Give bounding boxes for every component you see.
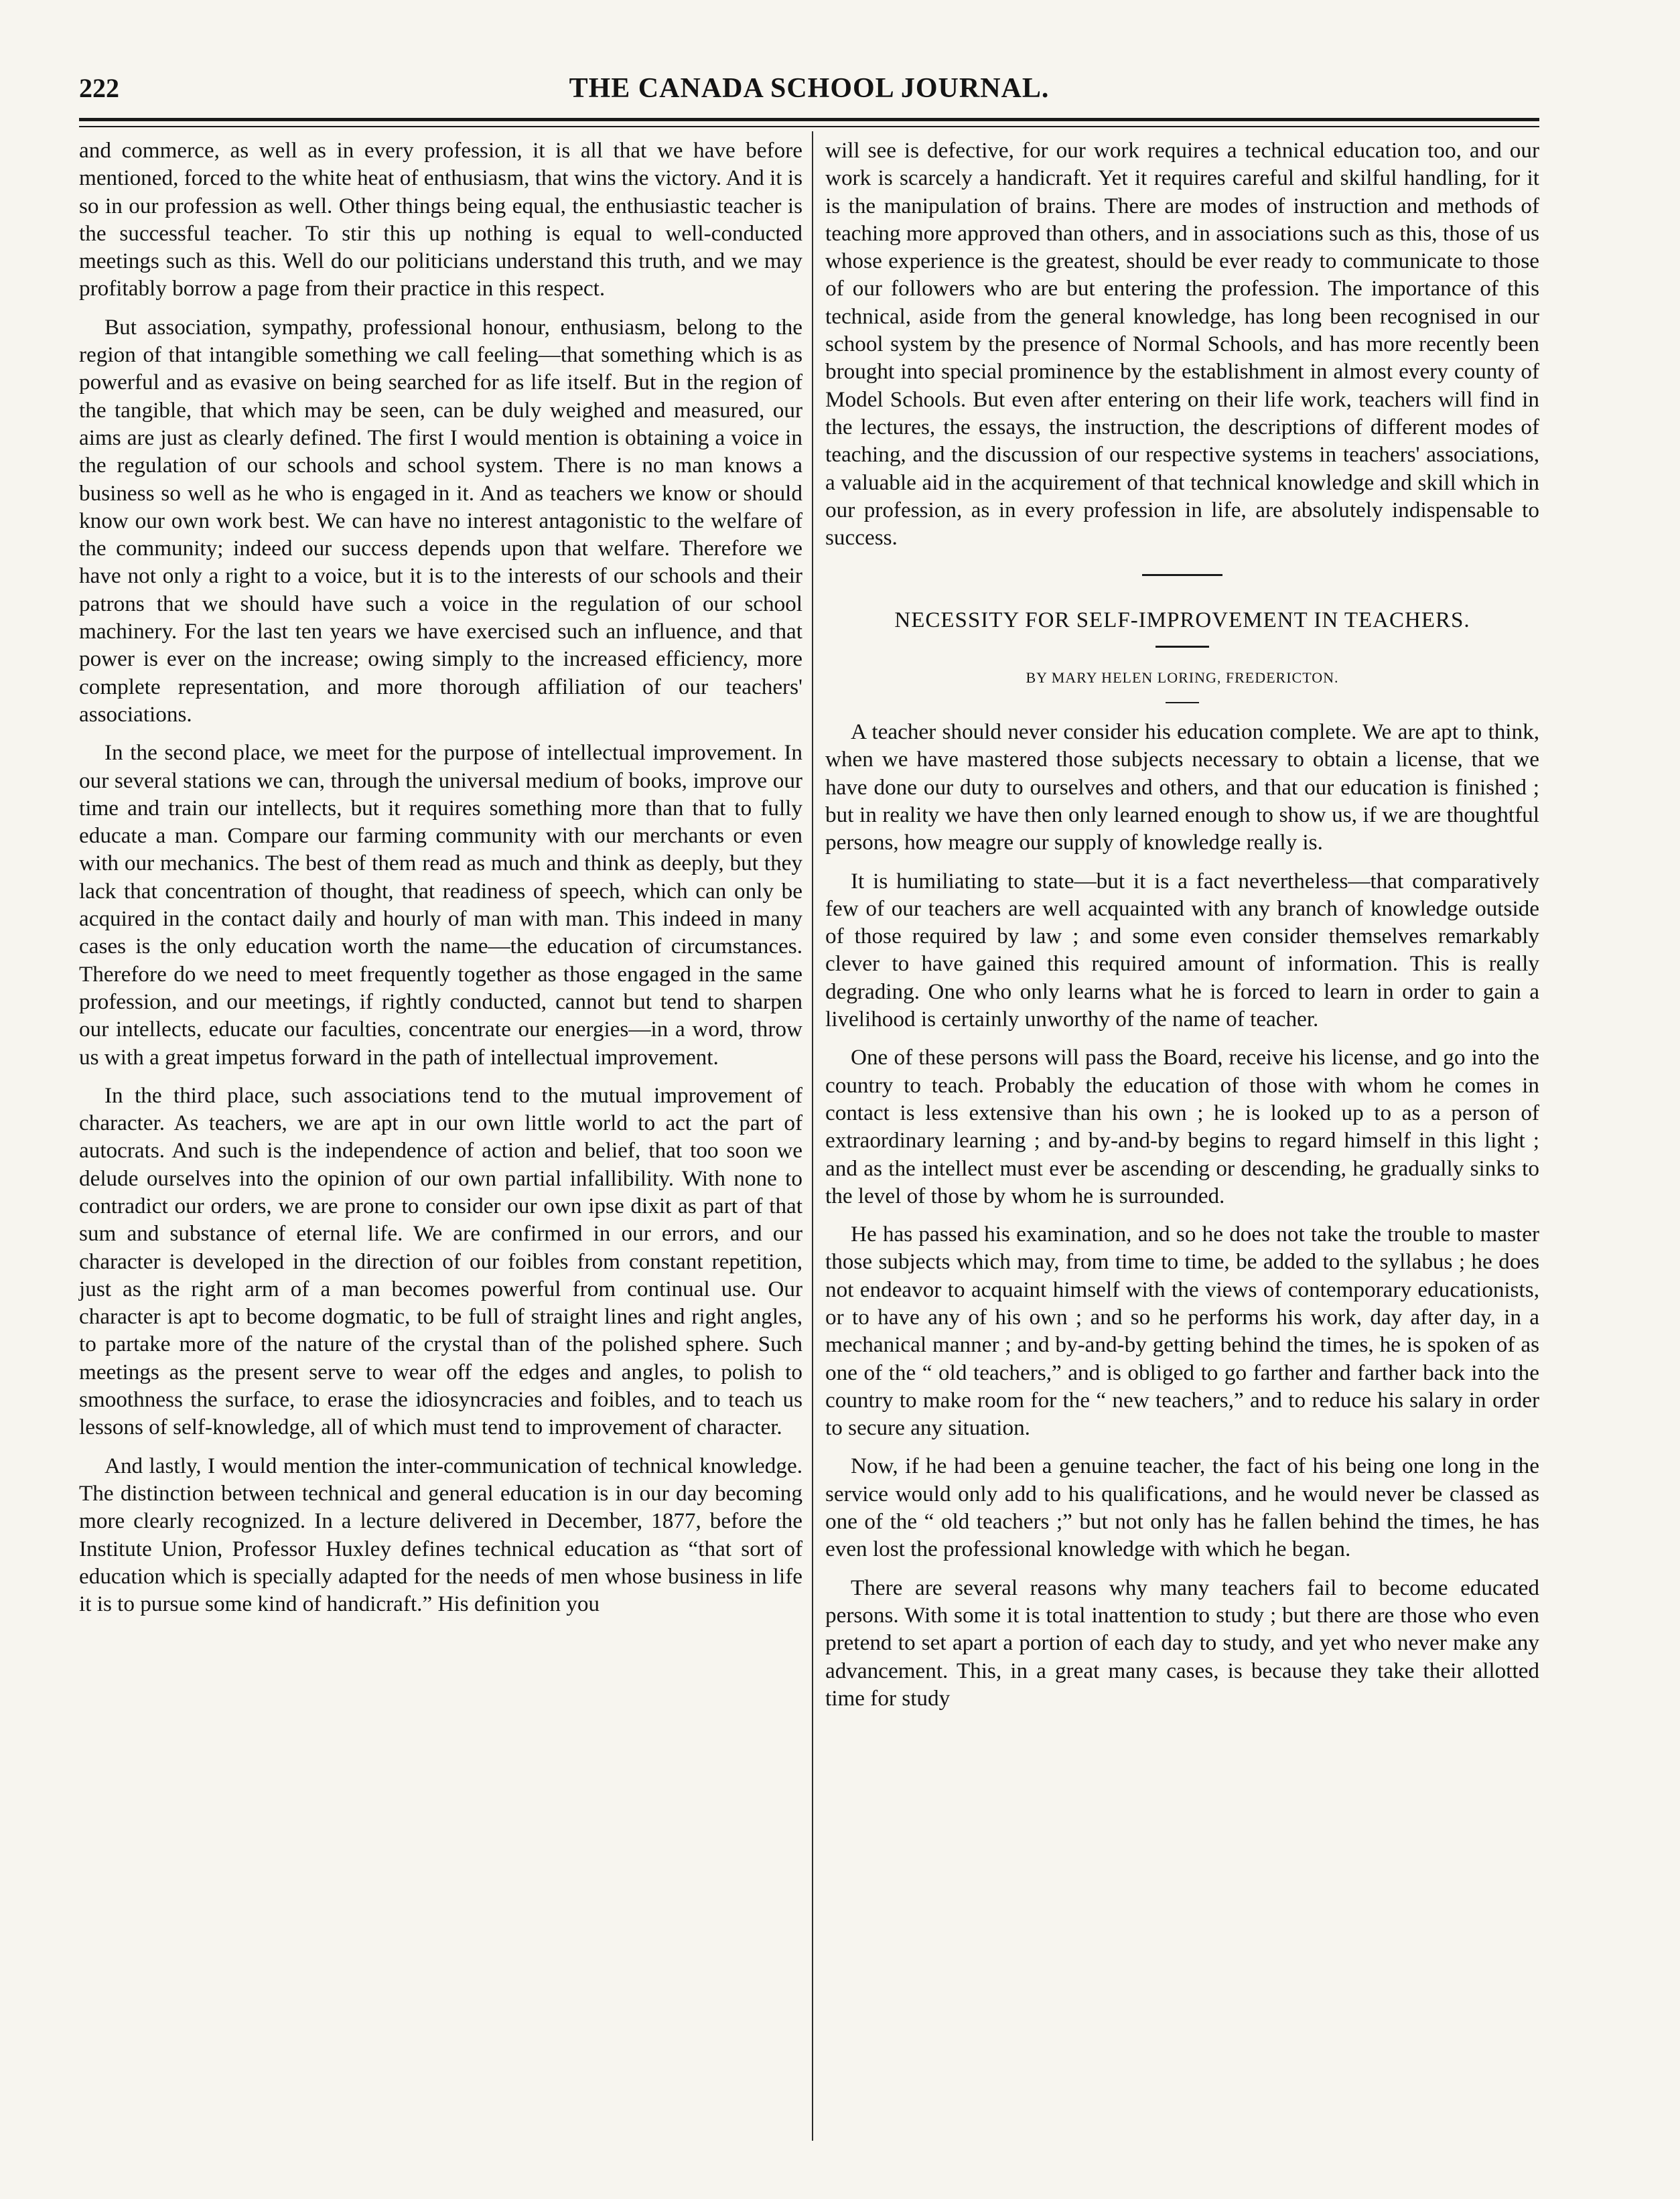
byline-divider — [1166, 702, 1199, 703]
article-byline: BY MARY HELEN LORING, FREDERICTON. — [1026, 668, 1339, 686]
header-rule — [79, 118, 1539, 121]
paragraph: In the second place, we meet for the purpose of intellectual improvement. In our several stations we can, through the universal medium of books, improve our time and train our intellects, but it requires something more than that to fully educate a man. Compare our farming community with our merchants or even with our mechanics. The best of them read as much and think as deeply, but they lack that concentration of thought, that readiness of speech, which can only be acquired in the contact daily and hourly of man with man. This indeed in many cases is the only education worth the name—the education of circumstances. Therefore do we need to meet frequently together as those engaged in the same profession, and our meetings, if rightly conducted, cannot but tend to sharpen our intellects, educate our faculties, concentrate our energies—in a word, throw us with a great impetus forward in the path of intellectual improvement. — [79, 740, 802, 1070]
paragraph: It is humiliating to state—but it is a fact nevertheless—that comparatively few of our teachers are well acquainted with any branch of knowledge outside of those required by law ; and some even consider themselves remarkably clever to have gained this required amount of information. This is really degrading. One who only learns what he is forced to learn in order to gain a livelihood is certainly unworthy of the name of teacher. — [825, 868, 1539, 1032]
paragraph: will see is defective, for our work requires a technical education too, and our work is scarcely a handicraft. Yet it requires careful and skilful handling, for it is the manipulation of brains. There are modes of instruction and methods of teaching more approved than others, and in associations such as this, those of us whose experience is the greatest, should be ever ready to communicate to those of our followers who are but entering the profession. The importance of this technical, aside from the general knowledge, has long been recognised in our school system by the presence of Normal Schools, and has more recently been brought into special prominence by the establishment in almost every county of Model Schools. But even after entering on their life work, teachers will find in the lectures, the essays, the instruction, the descriptions of different modes of teaching, and the discussion of our respective systems in teachers' associations, a valuable aid in the acquirement of that technical knowledge and skill which in our profession, as in every profession in life, are absolutely indispensable to success. — [825, 138, 1539, 551]
left-column — [79, 137, 802, 1628]
header-rule-thin — [79, 126, 1539, 127]
paragraph: One of these persons will pass the Board, receive his license, and go into the country to teach. Probably the education of those with whom he comes in contact is less extensive than his own ; he is looked up to as a person of extraordinary learning ; and by-and-by begins to regard himself in this light ; and as the intellect must ever be ascending or descending, he gradually sinks to the level of those by whom he is surrounded. — [825, 1045, 1539, 1208]
page-number: 222 — [79, 73, 119, 103]
article-title: NECESSITY FOR SELF-IMPROVEMENT IN TEACHERS. — [894, 608, 1470, 633]
page-header — [79, 72, 1539, 113]
paragraph: A teacher should never consider his education complete. We are apt to think, when we have mastered those subjects necessary to obtain a license, that we have done our duty to ourselves and others, and that our education is finished ; but in reality we have then only learned enough to show us, if we are thoughtful persons, how meagre our supply of knowledge really is. — [825, 719, 1539, 855]
paragraph: In the third place, such associations tend to the mutual improvement of character. As teachers, we are apt in our own little world to act the part of autocrats. And such is the independence of action and belief, that too soon we delude ourselves into the opinion of our own partial infallibility. With none to contradict our orders, we are prone to consider our own ipse dixit as part of that sum and substance of eternal life. We are confirmed in our errors, and our character is developed in the direction of our foibles from constant repetition, just as the right arm of a man becomes powerful from continual use. Our character is apt to become dogmatic, to be full of straight lines and right angles, to partake more of the nature of the crystal than of the polished sphere. Such meetings as the present serve to wear off the edges and angles, to polish to smoothness the surface, to erase the idiosyncracies and foibles, and to teach us lessons of self-knowledge, all of which must tend to improvement of character. — [79, 1082, 802, 1440]
column-divider — [812, 131, 813, 2141]
paragraph: There are several reasons why many teachers fail to become educated persons. With some it is total inattention to study ; but there are those who even pretend to set apart a portion of each day to study, and yet who never make any advancement. This, in a great many cases, is because they take their allotted time for study — [825, 1575, 1539, 1711]
paragraph: He has passed his examination, and so he does not take the trouble to master those subjects which may, from time to time, be added to the syllabus ; he does not endeavor to acquaint himself with the views of contemporary educationists, or to have any of his own ; and so he performs his work, day after day, in a mechanical manner ; and by-and-by getting behind the times, he is spoken of as one of the “ old teachers,” and is obliged to go farther and farther back into the country to make room for the “ new teachers,” and to reduce his salary in order to secure any situation. — [825, 1222, 1539, 1441]
paragraph: and commerce, as well as in every profession, it is all that we have before mentioned, forced to the white heat of enthusiasm, that wins the victory. And it is so in our profession as well. Other things being equal, the enthusiastic teacher is the successful teacher. To stir this up nothing is equal to well-conducted meetings such as this. Well do our politicians understand this truth, and we may profitably borrow a page from their practice in this respect. — [79, 138, 802, 301]
section-divider — [1142, 574, 1222, 576]
right-column — [825, 137, 1539, 1723]
paragraph: And lastly, I would mention the inter-communication of technical knowledge. The distinction between technical and general education is in our day becoming more clearly recognized. In a lecture delivered in December, 1877, before the Institute Union, Professor Huxley defines technical education as “that sort of education which is specially adapted for the needs of men whose business in life it is to pursue some kind of handicraft.” His definition you — [79, 1453, 802, 1617]
title-divider — [1156, 646, 1209, 648]
journal-title: THE CANADA SCHOOL JOURNAL. — [569, 73, 1050, 104]
paragraph: But association, sympathy, professional honour, enthusiasm, belong to the region of that intangible something we call feeling—that something which is as powerful and as evasive on being searched for as life itself. But in the region of the tangible, that which may be seen, can be duly weighed and measured, our aims are just as clearly defined. The first I would mention is obtaining a voice in the regulation of our schools and school system. There is no man knows a business so well as he who is engaged in it. And as teachers we know or should know our own work best. We can have no interest antagonistic to the welfare of the community; indeed our success depends upon that welfare. Therefore we have not only a right to a voice, but it is to the interests of our schools and their patrons that we should have such a voice in the regulation of our school machinery. For the last ten years we have exercised such an influence, and that power is ever on the increase; owing simply to the increased efficiency, more complete representation, and more thorough affiliation of our teachers' associations. — [79, 314, 802, 727]
paragraph: Now, if he had been a genuine teacher, the fact of his being one long in the service would only add to his qualifications, and he would never be classed as one of the “ old teachers ;” but not only has he fallen behind the times, he has even lost the professional knowledge with which he began. — [825, 1453, 1539, 1562]
